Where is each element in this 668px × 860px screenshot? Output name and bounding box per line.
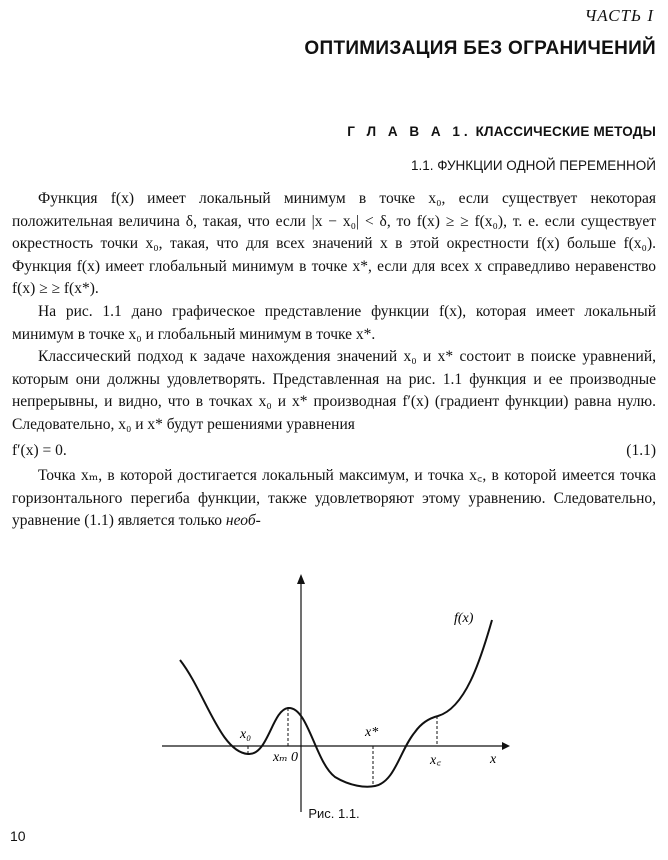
chapter-title: КЛАССИЧЕСКИЕ МЕТОДЫ xyxy=(475,124,656,139)
label-x-axis: x xyxy=(490,752,497,767)
part-label: ЧАСТЬ I xyxy=(584,6,654,25)
function-curve xyxy=(180,620,492,787)
function-figure xyxy=(160,572,510,822)
equation-row xyxy=(12,440,656,463)
paragraph-2: На рис. 1.1 дано графическое представление функции f(x), которая имеет локальный минимум в точке x₀ и глобальный минимум в точке x*. xyxy=(12,302,656,343)
section-title: 1.1. ФУНКЦИИ ОДНОЙ ПЕРЕМЕННОЙ xyxy=(411,158,656,173)
label-xstar: x* xyxy=(365,725,379,740)
label-xc: x꜀ xyxy=(430,753,442,768)
part-title: ОПТИМИЗАЦИЯ БЕЗ ОГРАНИЧЕНИЙ xyxy=(304,38,656,59)
equation: f′(x) = 0. xyxy=(12,441,67,459)
paragraph-3: Классический подход к задаче нахождения значений x₀ и x* состоит в поиске уравнений, которым они должны удовлетворять. Представленная на рис. 1.1 функция и ее производные непрерывны, и видно, что в точках x₀ и x* производная f′(x) (градиент функции) равна нулю. Следовательно, x₀ и x* будут решениями уравнения xyxy=(12,348,656,433)
paragraph-4-text: Точка xₘ, в которой достигается локальный максимум, и точка x꜀, в которой имеется точка горизонтального перегиба функции, также удовлетворяют этому уравнению. Следовательно, уравнение (1.1) является только xyxy=(12,467,656,530)
paragraph-1: Функция f(x) имеет локальный минимум в точке x₀, если существует некоторая положительная величина δ, такая, что если |x − x₀| < δ, то f(x) ≥ ≥ f(x₀), т. е. если существует окрестность точки x₀, такая, что для всех значений x в этой окрестности f(x) больше f(x₀). Функция f(x) имеет глобальный минимум в точке x*, если для всех x справедливо неравенство f(x) ≥ ≥ f(x*). xyxy=(12,190,656,298)
label-zero: 0 xyxy=(291,750,298,765)
body-text xyxy=(12,188,656,533)
y-axis-arrow xyxy=(297,574,305,584)
label-xm: xₘ xyxy=(273,750,288,765)
figure-caption: Рис. 1.1. xyxy=(308,806,360,821)
label-x0: x₀ xyxy=(240,727,252,742)
equation-number: (1.1) xyxy=(626,441,656,459)
paragraph-4 xyxy=(12,465,656,533)
chapter-number: Г Л А В А 1. xyxy=(347,124,472,139)
paragraph-4-tail: необ- xyxy=(225,512,261,530)
label-fx: f(x) xyxy=(454,611,474,626)
x-axis-arrow xyxy=(502,742,510,750)
chapter-heading xyxy=(347,124,656,139)
page-number: 10 xyxy=(10,828,26,844)
